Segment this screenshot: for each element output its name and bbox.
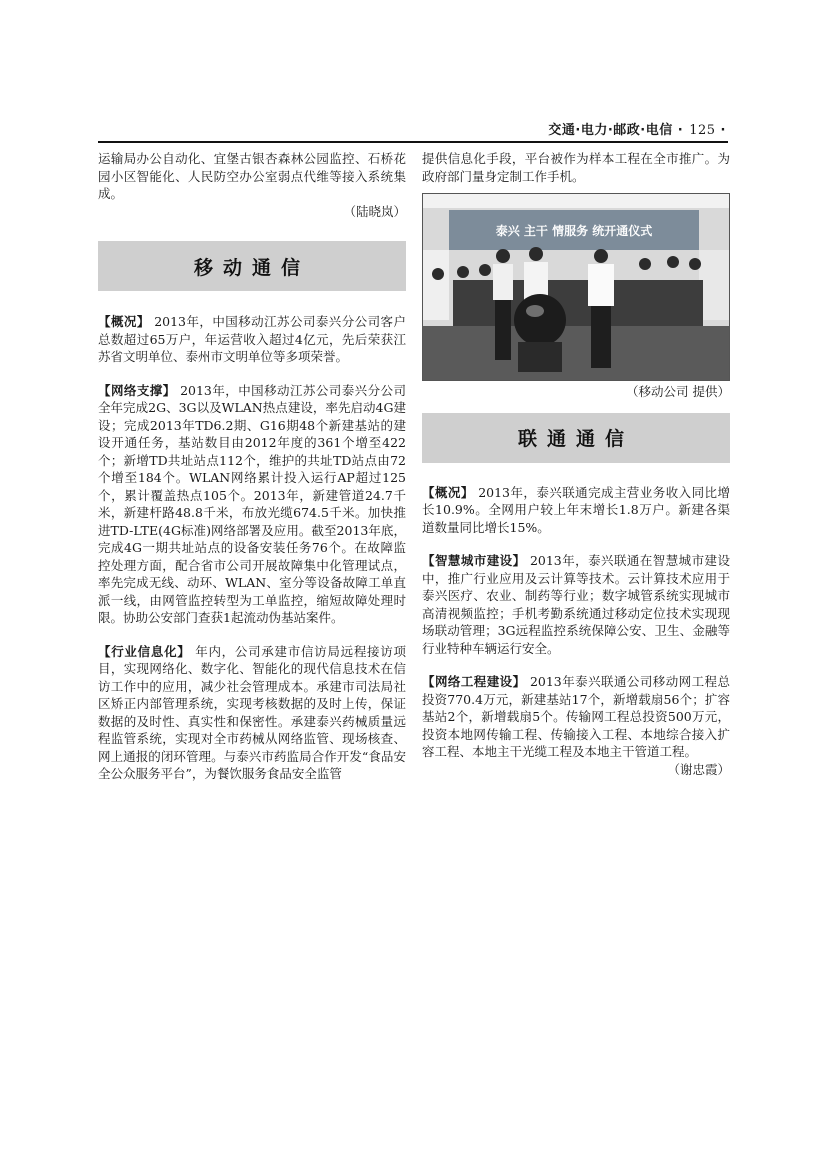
ceremony-photo-illustration [423, 194, 729, 380]
left-column [98, 150, 406, 783]
paragraph-industry-informatization [98, 643, 406, 783]
right-intro-text: 提供信息化手段，平台被作为样本工程在全市推广。为政府部门量身定制工作手机。 [422, 151, 730, 184]
left-intro-text: 运输局办公自动化、宜堡古银杏森林公园监控、石桥花园小区智能化、人民防空办公室弱点代维等接入系统集成。 [98, 151, 406, 201]
left-intro-author: （陆晓岚） [343, 203, 406, 219]
paragraph-overview-unicom [422, 484, 730, 537]
paragraph-tag: 【智慧城市建设】 [422, 553, 526, 568]
paragraph-network-engineering [422, 673, 730, 761]
section-title-unicom: 联通通信 [422, 413, 730, 463]
paragraph-text: 2013年，中国移动江苏公司泰兴分公司全年完成2G、3G以及WLAN热点建设，率先启动4G建设；完成2013年TD6.2期、G16期48个新建基站的建设开通任务，基站数目由2012年度的361个增至422个；新增TD共址站点112个，维护的共址TD站点由72个增至184个。WLAN网络累计投入运行AP超过125个，累计覆盖热点105个。2013年，新建管道24.7千米，新建杆路48.8千米，布放光缆674.5千米。加快推进TD-LTE(4G标准)网络部署及应用。截至2013年底，完成4G一期共址站点的设备安装任务76个。在故障监控处理方面，配合省市公司开展故障集中化管理试点，率先完成无线、动环、WLAN、室分等设备故障工单直派一线，由网管监控转型为工单监控，缩短故障处理时限。协助公安部门查获1起流动伪基站案件。 [98, 382, 406, 625]
right-column [422, 150, 730, 778]
paragraph-tag: 【网络工程建设】 [422, 674, 526, 689]
photo-banner-text: 泰兴 主干 情服务 统开通仪式 [495, 224, 653, 238]
paragraph-smart-city [422, 552, 730, 657]
paragraph-tag: 【行业信息化】 [98, 643, 191, 659]
running-header [548, 119, 726, 138]
paragraph-text: 2013年，中国移动江苏公司泰兴分公司客户总数超过65万户，年运营收入超过4亿元，先后荣获江苏省文明单位、泰州市文明单位等多项荣誉。 [98, 314, 406, 364]
paragraph-text: 2013年，泰兴联通完成主营业务收入同比增长10.9%。全网用户较上年末增长1.8万户。新建各渠道数量同比增长15%。 [422, 484, 730, 535]
paragraph-text: 2013年泰兴联通公司移动网工程总投资770.4万元，新建基站17个，新增载扇56个；扩容基站2个，新增载扇5个。传输网工程总投资500万元，投资本地网传输工程、传输接入工程、本地综合接入扩容工程、本地主干光缆工程及本地主干管道工程。 [422, 674, 730, 759]
paragraph-tag: 【网络支撑】 [98, 382, 176, 398]
photo-credit: （移动公司 提供） [626, 384, 730, 399]
paragraph-overview-mobile [98, 313, 406, 366]
paragraph-text: 2013年，泰兴联通在智慧城市建设中，推广行业应用及云计算等技术。云计算技术应用于泰兴医疗、农业、制药等行业；数字城管系统实现城市高清视频监控；手机考勤系统通过移动定位技术实现现场联动管理；3G远程监控系统保障公安、卫生、金融等行业特种车辆运行安全。 [422, 553, 730, 656]
header-trailing-dot: · [720, 123, 726, 138]
ceremony-photo [422, 193, 730, 381]
section-title-mobile: 移动通信 [98, 241, 406, 291]
paragraph-text: 年内，公司承建市信访局远程接访项目，实现网络化、数字化、智能化的现代信息技术在信访工作中的应用，减少社会管理成本。承建市司法局社区矫正内部管理系统，实现考核数据的及时上传，保证数据的及时性、真实性和保密性。承建泰兴药械质量远程监管系统，实现对全市药械从网络监管、现场核查、网上通报的闭环管理。与泰兴市药监局合作开发“食品安全公众服务平台”，为餐饮服务食品安全监管 [98, 643, 406, 781]
page-number: 125 [689, 123, 716, 138]
paragraph-tag: 【概况】 [422, 484, 474, 500]
closing-author: （谢忠霞） [667, 761, 730, 777]
header-section: 交通·电力·邮政·电信 · [548, 123, 684, 138]
paragraph-tag: 【概况】 [98, 314, 150, 329]
paragraph-network-support [98, 382, 406, 627]
header-rule [98, 141, 728, 143]
